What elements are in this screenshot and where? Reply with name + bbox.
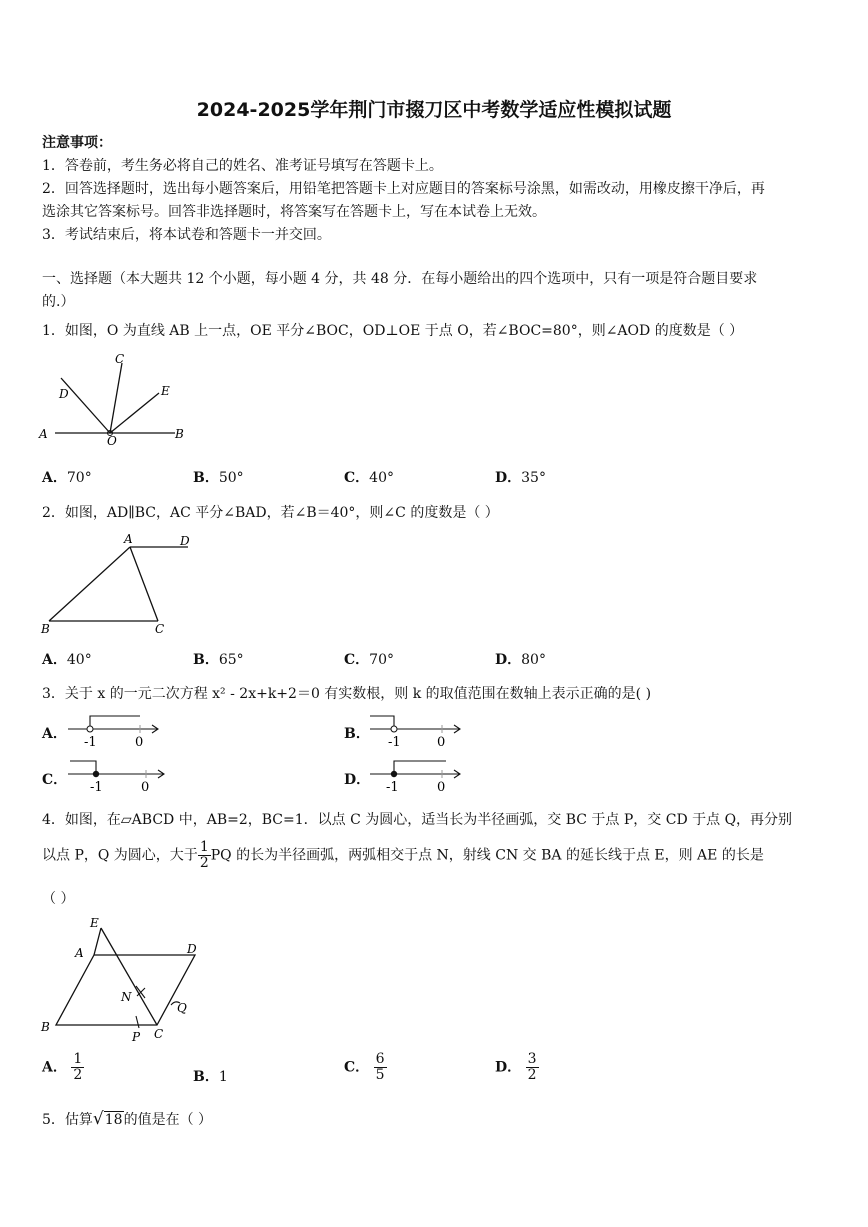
- q2-option-c: [344, 649, 394, 669]
- option-text: 70°: [66, 470, 92, 486]
- note-3: 3．考试结束后，将本试卷和答题卡一并交回。: [42, 227, 331, 243]
- q1-option-c: [344, 467, 394, 487]
- option-letter: D．: [495, 652, 522, 668]
- question-4-line-1: 4．如图，在▱ABCD 中，AB=2，BC=1．以点 C 为圆心，适当长为半径画弧，交 BC 于点 P，交 CD 于点 Q，再分别: [42, 812, 793, 828]
- q4-option-d: [495, 1052, 539, 1083]
- fraction-one-half: [198, 840, 211, 871]
- q3-option-a-letter: A．: [42, 726, 67, 742]
- label-a: A: [124, 532, 133, 546]
- label-b: B: [41, 622, 50, 636]
- question-2-figure: [35, 527, 200, 637]
- section-heading-line-1: 一、选择题（本大题共 12 个小题，每小题 4 分，共 48 分．在每小题给出的四个选项中，只有一项是符合题目要求: [42, 271, 758, 287]
- q4-text-after-fraction: PQ 的长为半径画弧，两弧相交于点 N，射线 CN 交 BA 的延长线于点 E，则 AE 的长是: [210, 847, 764, 864]
- option-letter: B．: [193, 1069, 219, 1085]
- option-text: 65°: [218, 652, 244, 668]
- q3-option-a-number-line: [64, 712, 164, 750]
- fraction-denominator: 2: [73, 1067, 83, 1083]
- question-4-line-3: （ ）: [42, 891, 75, 907]
- label-o: O: [107, 434, 117, 448]
- q3-option-b-letter: B．: [344, 726, 370, 742]
- question-1-stem: 1．如图，O 为直线 AB 上一点，OE 平分∠BOC，OD⊥OE 于点 O，若∠BOC=80°，则∠AOD 的度数是（ ）: [42, 323, 744, 339]
- option-letter: B．: [193, 470, 219, 486]
- q4-option-c: [344, 1052, 387, 1083]
- tick-label-neg1: -1: [386, 780, 399, 795]
- q3-option-d-number-line: [366, 757, 466, 795]
- tick-label-0: 0: [141, 780, 150, 795]
- label-d: D: [180, 534, 190, 548]
- ray-ce: [101, 928, 157, 1025]
- q4-option-b: [193, 1066, 228, 1086]
- arc-mark-p: [136, 1016, 139, 1028]
- q3-option-d-letter: D．: [344, 772, 371, 788]
- option-text: 40°: [369, 470, 394, 486]
- option-text: 1: [218, 1069, 228, 1085]
- square-root-icon: √: [92, 1109, 104, 1129]
- label-e: E: [161, 384, 170, 398]
- tick-label-neg1: -1: [388, 735, 401, 750]
- option-letter: D．: [495, 1059, 522, 1076]
- question-4-figure: [35, 910, 210, 1045]
- option-fraction: [374, 1052, 387, 1083]
- line-ac: [130, 547, 158, 621]
- fraction-denominator: 2: [199, 855, 209, 871]
- q2-option-d: [495, 649, 546, 669]
- tick-label-0: 0: [437, 735, 446, 750]
- note-2-line-2: 选涂其它答案标号。回答非选择题时，将答案写在答题卡上，写在本试卷上无效。: [42, 204, 546, 220]
- fraction-numerator: 1: [199, 839, 209, 855]
- label-d: D: [59, 387, 69, 401]
- label-n: N: [121, 990, 132, 1004]
- label-a: A: [75, 946, 84, 960]
- question-5-stem: [42, 1109, 212, 1129]
- note-1: 1．答卷前，考生务必将自己的姓名、准考证号填写在答题卡上。: [42, 158, 443, 174]
- label-b: B: [175, 427, 184, 441]
- q5-text-before-root: 5．估算: [42, 1112, 93, 1128]
- fraction-numerator: 3: [527, 1051, 537, 1067]
- option-letter: C．: [344, 652, 370, 668]
- q2-option-b: [193, 649, 244, 669]
- option-letter: C．: [344, 470, 370, 486]
- q1-option-a: [42, 467, 92, 487]
- option-fraction: [71, 1052, 84, 1083]
- question-4-line-2: [42, 840, 764, 871]
- option-letter: A．: [42, 652, 67, 668]
- label-b: B: [41, 1020, 50, 1034]
- option-letter: B．: [193, 652, 219, 668]
- fraction-denominator: 2: [527, 1067, 537, 1083]
- tick-label-neg1: -1: [90, 780, 103, 795]
- section-heading-line-2: 的.）: [42, 294, 75, 310]
- q3-option-b-number-line: [366, 712, 466, 750]
- option-letter: C．: [344, 1059, 370, 1076]
- q1-option-b: [193, 467, 244, 487]
- q3-option-c-letter: C．: [42, 772, 68, 788]
- option-letter: D．: [495, 470, 522, 486]
- option-letter: A．: [42, 470, 67, 486]
- option-text: 35°: [521, 470, 546, 486]
- question-3-stem: 3．关于 x 的一元二次方程 x² - 2x+k+2＝0 有实数根，则 k 的取值范围在数轴上表示正确的是( ): [42, 686, 652, 702]
- ray-oe: [110, 393, 159, 433]
- option-text: 50°: [218, 470, 244, 486]
- option-fraction: [526, 1052, 539, 1083]
- tick-label-0: 0: [135, 735, 144, 750]
- label-p: P: [132, 1030, 141, 1044]
- option-text: 70°: [369, 652, 394, 668]
- option-text: 80°: [521, 652, 546, 668]
- label-c: C: [115, 352, 125, 366]
- label-d: D: [187, 942, 197, 956]
- label-q: Q: [177, 1001, 187, 1015]
- tick-label-neg1: -1: [84, 735, 97, 750]
- q1-option-d: [495, 467, 546, 487]
- q4-text-before-fraction: 以点 P，Q 为圆心，大于: [42, 847, 198, 864]
- label-c: C: [154, 1027, 164, 1041]
- question-2-stem: 2．如图，AD∥BC，AC 平分∠BAD，若∠B＝40°，则∠C 的度数是（ ）: [42, 505, 499, 521]
- radicand: 18: [104, 1112, 123, 1128]
- fraction-numerator: 1: [73, 1051, 83, 1067]
- q2-option-a: [42, 649, 92, 669]
- fraction-denominator: 5: [375, 1067, 385, 1083]
- option-text: 40°: [66, 652, 92, 668]
- label-e: E: [90, 916, 99, 930]
- note-2-line-1: 2．回答选择题时，选出每小题答案后，用铅笔把答题卡上对应题目的答案标号涂黑，如需改动，用橡皮擦干净后，再: [42, 181, 765, 197]
- label-c: C: [155, 622, 165, 636]
- line-ab: [49, 547, 130, 621]
- fraction-numerator: 6: [375, 1051, 385, 1067]
- q3-option-c-number-line: [64, 757, 174, 795]
- tick-label-0: 0: [437, 780, 446, 795]
- q4-option-a: [42, 1052, 84, 1083]
- label-a: A: [39, 427, 48, 441]
- question-1-figure: [35, 348, 195, 453]
- option-letter: A．: [42, 1059, 67, 1076]
- notes-heading: 注意事项：: [42, 135, 112, 151]
- page-title: 2024-2025学年荆门市掇刀区中考数学适应性模拟试题: [196, 99, 672, 121]
- ray-oc: [110, 363, 122, 433]
- extension-ae: [94, 928, 101, 955]
- q5-text-after-root: 的值是在（ ）: [123, 1112, 213, 1128]
